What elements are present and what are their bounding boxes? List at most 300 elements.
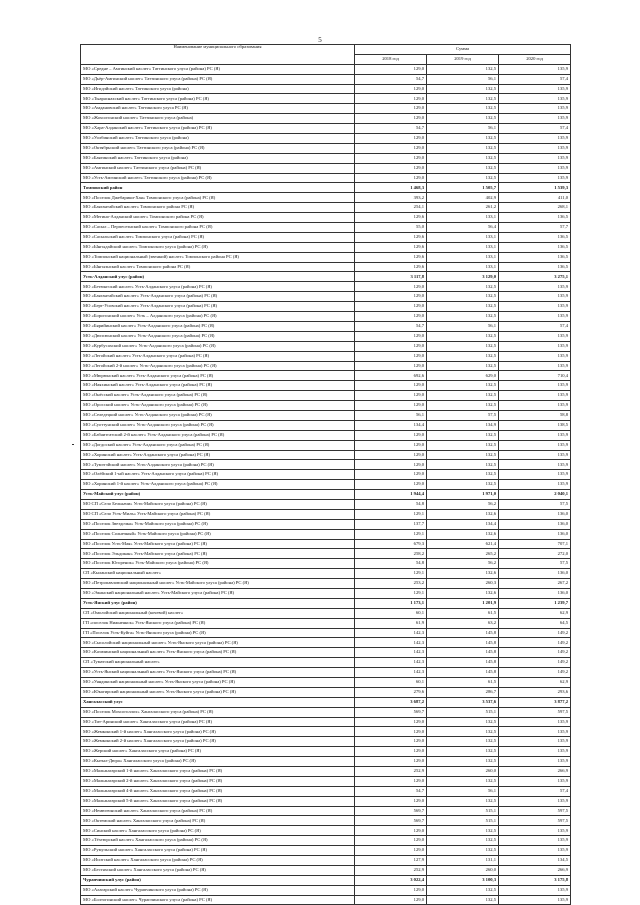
value-2020: 3 275,1 — [499, 272, 571, 282]
municipality-name: МО «Дьёр-Амгинский наслег» Таттинского улуса (района) РС (Я) — [81, 74, 355, 84]
value-2018: 569,7 — [355, 806, 427, 816]
table-row — [81, 351, 571, 361]
value-2019: 1 971,0 — [427, 490, 499, 500]
value-2018: 129,0 — [355, 460, 427, 470]
table-row — [81, 410, 571, 420]
value-2018: 129,0 — [355, 401, 427, 411]
value-2020: 136,0 — [499, 588, 571, 598]
value-2019: 132,5 — [427, 173, 499, 183]
table-row — [81, 381, 571, 391]
municipality-name: МО «Тит-Аринский наслег» Хангаласского улуса (района) РС (Я) — [81, 717, 355, 727]
value-2018: 129,0 — [355, 737, 427, 747]
value-2018: 129,0 — [355, 361, 427, 371]
municipality-name: МО «Юкагирский национальный наслег» Усть-Янского улуса (района) РС (Я) — [81, 687, 355, 697]
value-2018: 127,9 — [355, 856, 427, 866]
value-2020: 149,2 — [499, 628, 571, 638]
municipality-name: МО «Поселок Эльдикан» Усть-Майского улуса (района) РС (Я) — [81, 549, 355, 559]
table-row — [81, 648, 571, 658]
value-2019: 132,5 — [427, 717, 499, 727]
value-2019: 132,5 — [427, 94, 499, 104]
value-2019: 132,5 — [427, 312, 499, 322]
value-2018: 129,0 — [355, 104, 427, 114]
value-2018: 60,1 — [355, 608, 427, 618]
municipality-name: МО «Берт-Усовский наслег» Усть-Алданского улуса (района) РС (Я) — [81, 302, 355, 312]
value-2018: 54,7 — [355, 124, 427, 134]
table-row — [81, 193, 571, 203]
value-2018: 129,0 — [355, 895, 427, 905]
table-row — [81, 153, 571, 163]
value-2018: 129,0 — [355, 331, 427, 341]
value-2020: 136,5 — [499, 213, 571, 223]
municipality-name: МО «Селедецкий наслег» Усть-Алданского улуса (района) РС (Я) — [81, 410, 355, 420]
table-row — [81, 816, 571, 826]
table-row — [81, 312, 571, 322]
value-2020: 135,9 — [499, 282, 571, 292]
value-2020: 135,9 — [499, 134, 571, 144]
table-row — [81, 440, 571, 450]
municipality-name: МО «Бабаитгатский 2-й наслег» Усть-Алданского улуса (района) РС (Я) — [81, 430, 355, 440]
value-2018: 54,7 — [355, 321, 427, 331]
value-2019: 132,5 — [427, 836, 499, 846]
value-2020: 135,9 — [499, 430, 571, 440]
table-row — [81, 341, 571, 351]
header-year-2018: 2018 год — [355, 54, 427, 64]
table-row — [81, 361, 571, 371]
value-2018: 679,3 — [355, 539, 427, 549]
municipality-name: МО «Тёхтюрский наслег» Хангаласского улуса (района) РС (Я) — [81, 836, 355, 846]
value-2020: 57,4 — [499, 321, 571, 331]
municipality-name: МО «Мюрюнский наслег» Усть-Алданского улуса (района) РС (Я) — [81, 371, 355, 381]
table-row — [81, 430, 571, 440]
municipality-name: МО «Кытыл-Дюра» Хангаласского улуса (района) РС (Я) — [81, 757, 355, 767]
table-row — [81, 707, 571, 717]
municipality-name: МО «Алагарский наслег» Чурапчинского улуса (района) РС (Я) — [81, 885, 355, 895]
municipality-name: МО «Сасыльский наслег» Томпонского улуса (района) РС (Я) — [81, 232, 355, 242]
value-2020: 149,2 — [499, 648, 571, 658]
value-2019: 132,5 — [427, 796, 499, 806]
table-row — [81, 143, 571, 153]
table-row — [81, 450, 571, 460]
value-2019: 133,1 — [427, 262, 499, 272]
value-2020: 135,9 — [499, 480, 571, 490]
table-row — [81, 94, 571, 104]
value-2019: 402,9 — [427, 193, 499, 203]
municipality-name: СП «Кыланский национальный наслег» — [81, 569, 355, 579]
value-2018: 54,8 — [355, 559, 427, 569]
value-2019: 132,5 — [427, 381, 499, 391]
table-row — [81, 173, 571, 183]
value-2020: 266,9 — [499, 865, 571, 875]
value-2020: 266,9 — [499, 767, 571, 777]
value-2020: 136,5 — [499, 262, 571, 272]
municipality-name: МО «Румульский наслег» Хангаласского улуса (района) РС (Я) — [81, 846, 355, 856]
table-row — [81, 114, 571, 124]
value-2020: 136,0 — [499, 509, 571, 519]
value-2019: 57,5 — [427, 410, 499, 420]
municipality-name: МО СП «Село Усть-Миль» Усть-Майского улуса (района) РС (Я) — [81, 509, 355, 519]
value-2018: 129,6 — [355, 252, 427, 262]
municipality-name: МО «Суоттунский наслег» Усть-Алданского улуса (района) РС (Я) — [81, 420, 355, 430]
municipality-name: МО «Мальжагарский 5-й наслег» Хангаласского улуса (района) РС (Я) — [81, 796, 355, 806]
value-2018: 129,0 — [355, 391, 427, 401]
value-2019: 260,3 — [427, 579, 499, 589]
header-year-2019: 2019 год — [427, 54, 499, 64]
municipality-name: МО «Поселок Югоренок» Усть-Майского улуса (района) РС (Я) — [81, 559, 355, 569]
municipality-name: МО «Иситский наслег» Хангаласского улуса (района) РС (Я) — [81, 856, 355, 866]
value-2020: 135,9 — [499, 351, 571, 361]
value-2018: 1 944,4 — [355, 490, 427, 500]
value-2019: 132,5 — [427, 737, 499, 747]
value-2019: 132,5 — [427, 292, 499, 302]
value-2019: 132,5 — [427, 153, 499, 163]
value-2020: 597,5 — [499, 816, 571, 826]
value-2019: 61,5 — [427, 678, 499, 688]
value-2019: 132,5 — [427, 826, 499, 836]
value-2020: 135,9 — [499, 94, 571, 104]
table-row — [81, 767, 571, 777]
municipality-name: МО «Хоринский 1-й наслег» Усть-Алданского улуса (района) РС (Я) — [81, 480, 355, 490]
table-row — [81, 776, 571, 786]
table-row — [81, 470, 571, 480]
table-row — [81, 529, 571, 539]
municipality-name: МО «Оросский наслег» Усть-Алданского улуса (района) РС (Я) — [81, 401, 355, 411]
table-row — [81, 401, 571, 411]
value-2019: 132,5 — [427, 450, 499, 460]
value-2019: 132,5 — [427, 747, 499, 757]
table-row — [81, 588, 571, 598]
subsidy-table — [80, 44, 571, 905]
value-2018: 252,9 — [355, 767, 427, 777]
table-row — [81, 806, 571, 816]
value-2019: 132,5 — [427, 470, 499, 480]
value-2019: 133,1 — [427, 252, 499, 262]
value-2019: 265,2 — [427, 549, 499, 559]
value-2020: 135,9 — [499, 104, 571, 114]
table-row — [81, 252, 571, 262]
value-2019: 56,4 — [427, 223, 499, 233]
value-2018: 254,1 — [355, 203, 427, 213]
value-2019: 132,5 — [427, 391, 499, 401]
municipality-name: МО «Игидэйский наслег» Таттинского улуса (района) — [81, 84, 355, 94]
value-2020: 135,9 — [499, 64, 571, 74]
value-2019: 132,6 — [427, 529, 499, 539]
municipality-name: СП «Туматский национальный наслег» — [81, 658, 355, 668]
municipality-name: МО «Курбусахский наслег» Усть-Алданского улуса (района) РС (Я) — [81, 341, 355, 351]
municipality-name: МО «Наяхинский наслег» Усть-Алданского улуса (района) РС (Я) — [81, 381, 355, 391]
value-2020: 57,7 — [499, 223, 571, 233]
value-2018: 129,0 — [355, 836, 427, 846]
municipality-name: МО «Болтогинский наслег» Чурапчинского улуса (района) РС (Я) — [81, 895, 355, 905]
municipality-name: МО «Сасыл – Перпесеэнский наслег» Томпонского района РС (Я) — [81, 223, 355, 233]
municipality-name: МО «Олёйский 1-ый наслег» Усть-Алданского улуса (района) РС (Я) — [81, 470, 355, 480]
value-2020: 136,0 — [499, 569, 571, 579]
value-2018: 129,0 — [355, 796, 427, 806]
value-2019: 61,5 — [427, 608, 499, 618]
municipality-name: МО «Тыараснахский наслег» Таттинского улуса (района) РС (Я) — [81, 94, 355, 104]
table-row — [81, 687, 571, 697]
value-2019: 56,2 — [427, 559, 499, 569]
value-2019: 145,8 — [427, 668, 499, 678]
value-2018: 60,1 — [355, 678, 427, 688]
value-2020: 3 877,2 — [499, 697, 571, 707]
table-row — [81, 895, 571, 905]
value-2018: 129,1 — [355, 529, 427, 539]
municipality-name: МО «Синский наслег» Хангаласского улуса (района) РС (Я) — [81, 826, 355, 836]
table-row — [81, 223, 571, 233]
district-total-row — [81, 183, 571, 193]
value-2020: 135,9 — [499, 331, 571, 341]
value-2019: 132,5 — [427, 727, 499, 737]
value-2020: 268,1 — [499, 203, 571, 213]
municipality-name: МО «Дюпсюнский наслег» Усть-Алданского улуса (района) РС (Я) — [81, 331, 355, 341]
value-2020: 135,9 — [499, 163, 571, 173]
value-2018: 142,3 — [355, 668, 427, 678]
municipality-name: МО «Тумэтэйский наслег» Усть-Алданского улуса (района) РС (Я) — [81, 460, 355, 470]
value-2018: 61,9 — [355, 618, 427, 628]
value-2019: 132,5 — [427, 846, 499, 856]
value-2020: 135,9 — [499, 796, 571, 806]
municipality-name: МО «Хара-Алданский наслег» Таттинского улуса (района) РС (Я) — [81, 124, 355, 134]
value-2018: 129,0 — [355, 747, 427, 757]
value-2019: 133,1 — [427, 242, 499, 252]
value-2020: 135,9 — [499, 727, 571, 737]
value-2018: 129,0 — [355, 480, 427, 490]
value-2019: 56,1 — [427, 124, 499, 134]
value-2018: 569,7 — [355, 707, 427, 717]
table-row — [81, 885, 571, 895]
value-2018: 129,1 — [355, 569, 427, 579]
value-2019: 515,1 — [427, 816, 499, 826]
municipality-name: Усть-Алданский улус (район) — [81, 272, 355, 282]
value-2018: 258,2 — [355, 549, 427, 559]
district-total-row — [81, 272, 571, 282]
table-row — [81, 371, 571, 381]
municipality-name: МО «Мальжагарский 4-й наслег» Хангаласского улуса (района) РС (Я) — [81, 786, 355, 796]
value-2019: 134,4 — [427, 519, 499, 529]
table-row — [81, 292, 571, 302]
value-2020: 135,9 — [499, 450, 571, 460]
value-2020: 135,9 — [499, 302, 571, 312]
value-2020: 135,9 — [499, 312, 571, 322]
municipality-name: МО «Поселок Усть-Мая» Усть-Майского улуса (района) РС (Я) — [81, 539, 355, 549]
value-2020: 134,5 — [499, 856, 571, 866]
value-2019: 132,5 — [427, 401, 499, 411]
district-total-row — [81, 490, 571, 500]
value-2020: 710,4 — [499, 371, 571, 381]
value-2019: 132,5 — [427, 341, 499, 351]
municipality-name: МО «Октемский наслег» Хангаласского улуса (района) РС (Я) — [81, 816, 355, 826]
value-2020: 267,2 — [499, 579, 571, 589]
value-2020: 136,5 — [499, 252, 571, 262]
value-2018: 129,0 — [355, 134, 427, 144]
table-row — [81, 608, 571, 618]
municipality-name: СП «Омолойский национальный (кочевой) наслег» — [81, 608, 355, 618]
table-row — [81, 826, 571, 836]
table-row — [81, 539, 571, 549]
municipality-name: МО «Уяндинский национальный наслег» Усть-Янского улуса (района) РС (Я) — [81, 678, 355, 688]
value-2018: 129,6 — [355, 262, 427, 272]
value-2018: 129,0 — [355, 885, 427, 895]
value-2019: 132,5 — [427, 460, 499, 470]
municipality-name: МО «Баягинский наслег» Таттинского улуса (района) — [81, 153, 355, 163]
value-2018: 129,6 — [355, 232, 427, 242]
value-2019: 132,6 — [427, 588, 499, 598]
value-2019: 132,5 — [427, 331, 499, 341]
value-2018: 3 687,2 — [355, 697, 427, 707]
value-2020: 135,9 — [499, 470, 571, 480]
municipality-name: МО «Поселок Солнечный» Усть-Майского улуса (района) РС (Я) — [81, 529, 355, 539]
value-2019: 145,8 — [427, 648, 499, 658]
value-2019: 132,5 — [427, 134, 499, 144]
value-2019: 3 100,3 — [427, 875, 499, 885]
table-row — [81, 678, 571, 688]
header-name: Наименование муниципального образования — [81, 45, 355, 65]
value-2018: 129,0 — [355, 173, 427, 183]
value-2020: 135,9 — [499, 114, 571, 124]
district-total-row — [81, 875, 571, 885]
value-2018: 129,0 — [355, 826, 427, 836]
value-2020: 135,9 — [499, 440, 571, 450]
table-row — [81, 579, 571, 589]
municipality-name: МО «Баягантайский наслег» Томпонского района РС (Я) — [81, 203, 355, 213]
value-2020: 136,0 — [499, 529, 571, 539]
table-row — [81, 321, 571, 331]
value-2020: 135,9 — [499, 391, 571, 401]
value-2019: 134,9 — [427, 420, 499, 430]
value-2019: 132,5 — [427, 776, 499, 786]
value-2018: 129,0 — [355, 757, 427, 767]
value-2019: 621,4 — [427, 539, 499, 549]
table-row — [81, 302, 571, 312]
municipality-name: МО «Поселок Мохсоголлох» Хангаласского улуса (района) РС (Я) — [81, 707, 355, 717]
table-row — [81, 668, 571, 678]
table-row — [81, 549, 571, 559]
value-2018: 129,0 — [355, 64, 427, 74]
value-2019: 56,2 — [427, 499, 499, 509]
table-row — [81, 618, 571, 628]
municipality-name: МО «Амдановский наслег» Таттинского улуса РС (Я) — [81, 104, 355, 114]
table-row — [81, 163, 571, 173]
value-2019: 133,1 — [427, 232, 499, 242]
value-2019: 515,1 — [427, 806, 499, 816]
value-2019: 56,1 — [427, 321, 499, 331]
value-2018: 137,7 — [355, 519, 427, 529]
value-2019: 1 505,7 — [427, 183, 499, 193]
value-2018: 129,0 — [355, 381, 427, 391]
value-2018: 142,3 — [355, 628, 427, 638]
municipality-name: МО «Жохсогонский наслег» Таттинского улуса (района) — [81, 114, 355, 124]
value-2018: 129,1 — [355, 588, 427, 598]
value-2018: 129,0 — [355, 846, 427, 856]
value-2018: 129,0 — [355, 450, 427, 460]
value-2020: 136,5 — [499, 242, 571, 252]
value-2018: 134,4 — [355, 420, 427, 430]
table-row — [81, 638, 571, 648]
value-2018: 129,0 — [355, 163, 427, 173]
table-row — [81, 628, 571, 638]
value-2018: 142,3 — [355, 638, 427, 648]
margin-mark — [72, 444, 74, 445]
table-row — [81, 74, 571, 84]
municipality-name: МО «Легойский наслег» Усть-Алданского улуса (района) РС (Я) — [81, 351, 355, 361]
municipality-name: МО «Поселок Джебарики-Хая» Томпонского улуса (района) РС (Я) — [81, 193, 355, 203]
municipality-name: МО «Жемконский 2-й наслег» Хангаласского улуса (района) РС (Я) — [81, 737, 355, 747]
value-2020: 57,5 — [499, 499, 571, 509]
value-2020: 1 539,3 — [499, 183, 571, 193]
value-2018: 142,3 — [355, 648, 427, 658]
value-2019: 132,5 — [427, 163, 499, 173]
value-2019: 132,5 — [427, 104, 499, 114]
value-2018: 252,9 — [355, 865, 427, 875]
table-row — [81, 203, 571, 213]
value-2019: 132,5 — [427, 361, 499, 371]
table-row — [81, 262, 571, 272]
municipality-name: МО «Мегино-Алданский наслег» Томпонского района РС (Я) — [81, 213, 355, 223]
value-2018: 129,0 — [355, 84, 427, 94]
value-2020: 597,5 — [499, 707, 571, 717]
table-row — [81, 64, 571, 74]
table-row — [81, 134, 571, 144]
table-row — [81, 480, 571, 490]
value-2020: 135,9 — [499, 895, 571, 905]
value-2020: 411,0 — [499, 193, 571, 203]
table-row — [81, 104, 571, 114]
table-row — [81, 499, 571, 509]
value-2018: 1 173,1 — [355, 598, 427, 608]
value-2018: 56,1 — [355, 410, 427, 420]
municipality-name: МО «Легойский 2-й наслег» Усть-Алданского улуса (района) РС (Я) — [81, 361, 355, 371]
value-2018: 3 117,8 — [355, 272, 427, 282]
table-row — [81, 213, 571, 223]
header-year-2020: 2020 год — [499, 54, 571, 64]
value-2018: 129,0 — [355, 292, 427, 302]
value-2019: 145,8 — [427, 638, 499, 648]
value-2018: 129,0 — [355, 143, 427, 153]
value-2018: 129,0 — [355, 312, 427, 322]
value-2020: 135,9 — [499, 776, 571, 786]
table-row — [81, 420, 571, 430]
table-row — [81, 796, 571, 806]
value-2019: 132,5 — [427, 895, 499, 905]
table-row — [81, 737, 571, 747]
value-2020: 135,9 — [499, 401, 571, 411]
municipality-name: МО «Ынгыдайский наслег» Томпонского улуса (района) РС (Я) — [81, 242, 355, 252]
value-2020: 135,9 — [499, 717, 571, 727]
municipality-name: МО «Уолбинский наслег» Таттинского улуса (района) — [81, 134, 355, 144]
municipality-name: Хангаласский улус — [81, 697, 355, 707]
value-2020: 136,5 — [499, 232, 571, 242]
municipality-name: МО «Усть-Амгинский наслег» Таттинского улуса (района) РС (Я) — [81, 173, 355, 183]
value-2020: 57,4 — [499, 74, 571, 84]
table-row — [81, 460, 571, 470]
value-2018: 54,7 — [355, 74, 427, 84]
value-2020: 135,9 — [499, 460, 571, 470]
value-2018: 129,0 — [355, 430, 427, 440]
value-2019: 1 201,9 — [427, 598, 499, 608]
value-2019: 132,5 — [427, 302, 499, 312]
table-row — [81, 757, 571, 767]
value-2020: 3 175,8 — [499, 875, 571, 885]
value-2018: 55,0 — [355, 223, 427, 233]
value-2020: 135,9 — [499, 292, 571, 302]
value-2020: 138,5 — [499, 420, 571, 430]
municipality-name: МО «Борогонский наслег» Усть – Алданского улуса (района) РС (Я) — [81, 312, 355, 322]
value-2019: 133,1 — [427, 213, 499, 223]
value-2020: 293,6 — [499, 687, 571, 697]
value-2018: 129,0 — [355, 717, 427, 727]
municipality-name: МО «Ынгыэнский наслег» Томпонского района РС (Я) — [81, 262, 355, 272]
municipality-name: МО «Петропавловский национальный наслег» Усть-Майского улуса (района) РС (Я) — [81, 579, 355, 589]
